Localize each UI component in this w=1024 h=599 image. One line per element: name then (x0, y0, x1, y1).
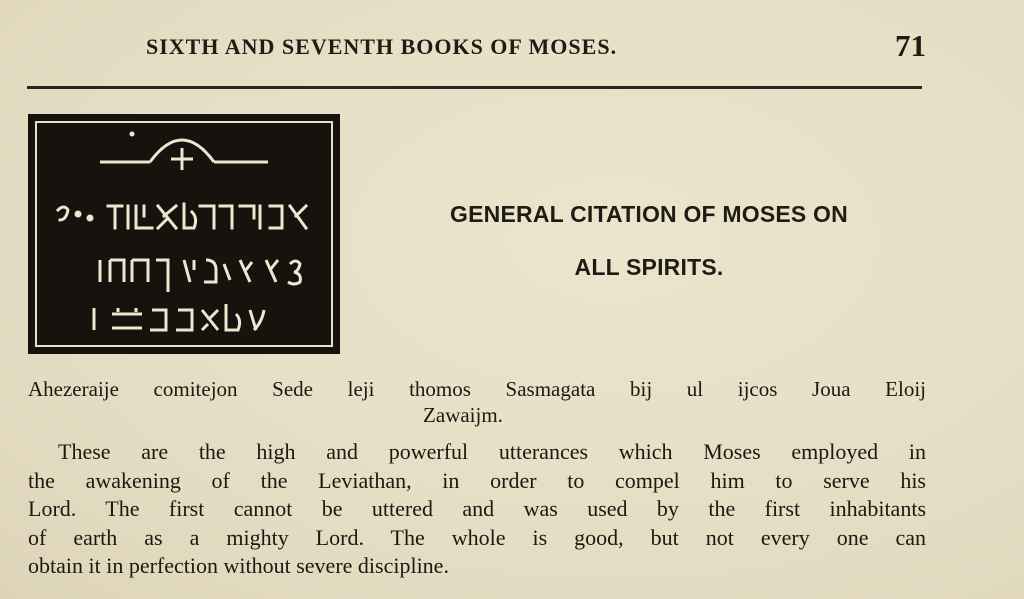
section-heading-line-2: ALL SPIRITS. (574, 254, 724, 280)
body-line-4: of earth as a mighty Lord. The whole is good, but not every one can (28, 524, 926, 550)
page-number: 71 (895, 28, 926, 63)
body-paragraph (28, 438, 926, 581)
running-head-title: SIXTH AND SEVENTH BOOKS OF MOSES. (146, 34, 618, 59)
section-heading (358, 188, 940, 294)
body-line-1: These are the high and powerful utterances which Moses employed in (58, 439, 926, 464)
seal-illustration (28, 114, 340, 354)
section-heading-line-1: GENERAL CITATION OF MOSES ON (450, 201, 848, 227)
incantation-text (28, 376, 926, 428)
incantation-line-1: Ahezeraije comitejon Sede leji thomos Sasmagata bij ul ijcos Joua Eloij (28, 377, 926, 401)
body-line-3: Lord. The first cannot be uttered and was used by the first inhabitants (28, 496, 926, 521)
header-rule (27, 86, 922, 89)
body-line-5: obtain it in perfection without severe discipline. (28, 553, 449, 578)
incantation-line-2: Zawaijm. (423, 403, 503, 427)
body-line-2: the awakening of the Leviathan, in order to compel him to serve his (28, 467, 926, 493)
